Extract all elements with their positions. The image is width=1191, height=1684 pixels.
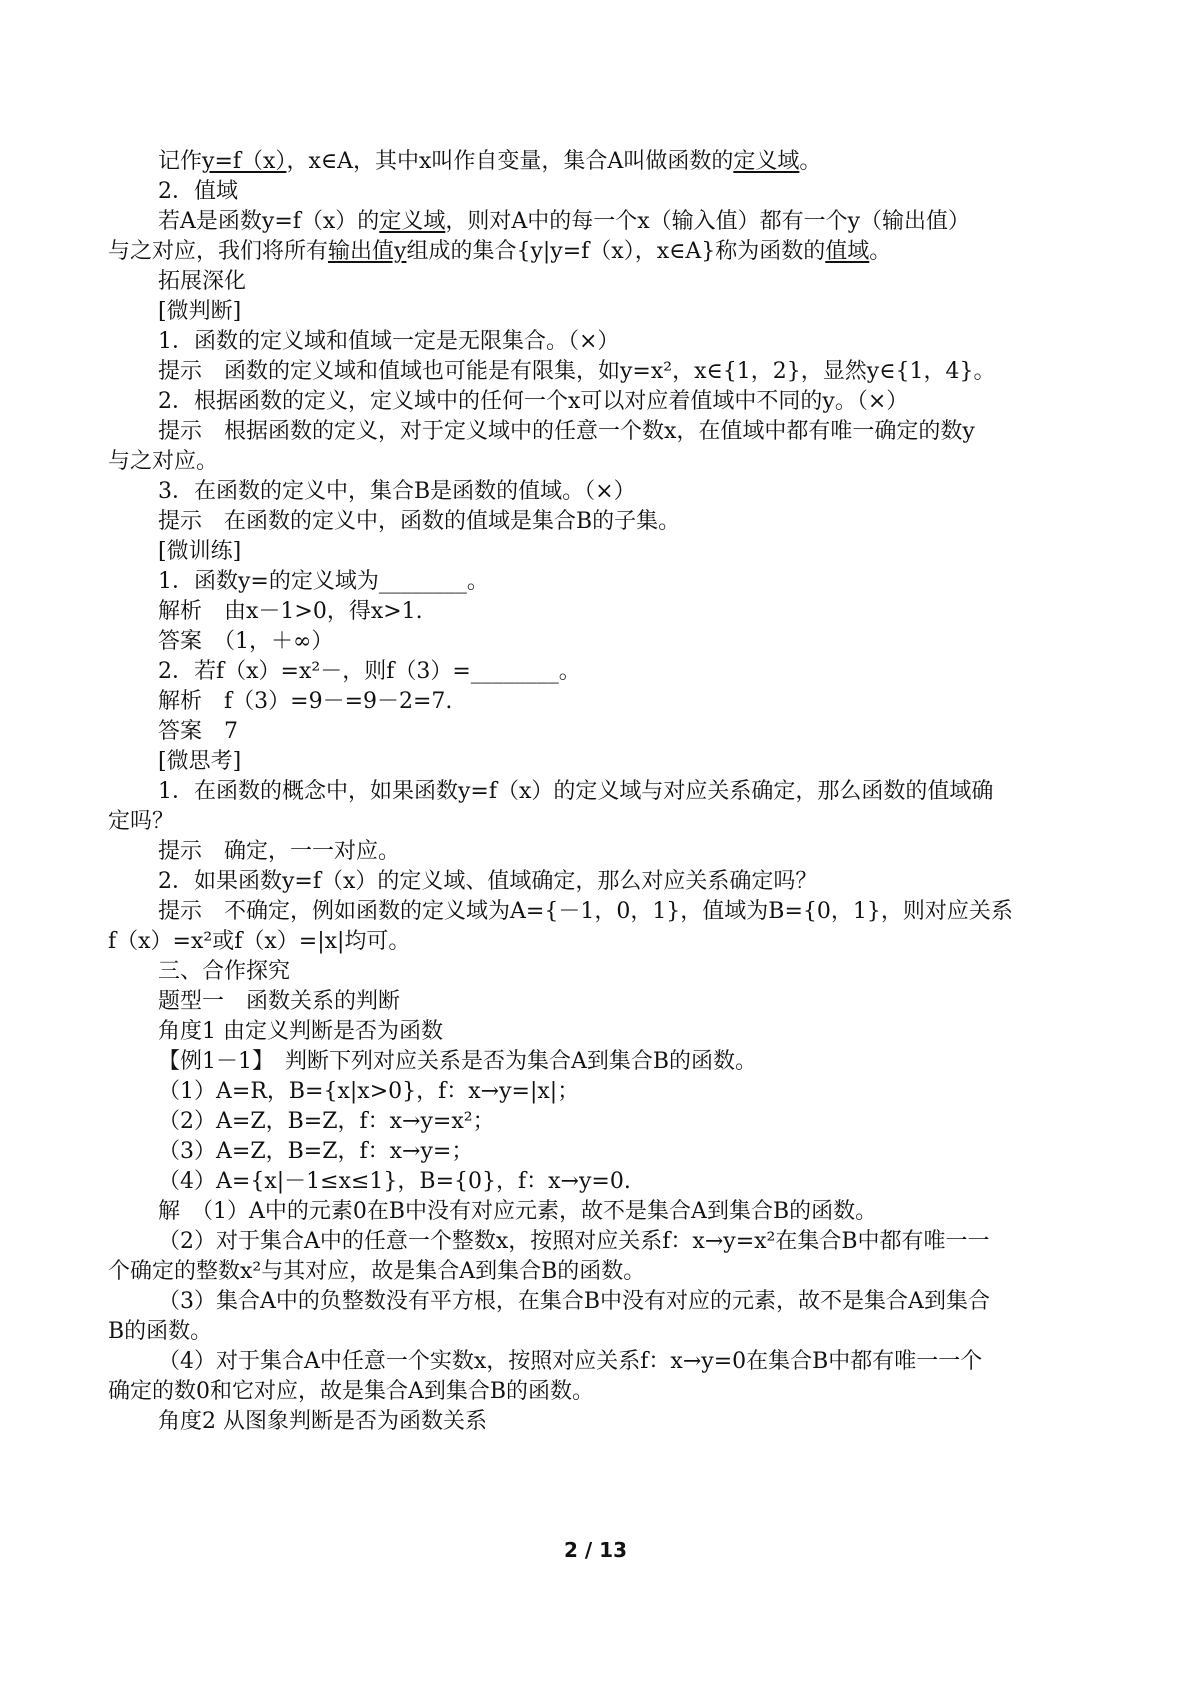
text-line: 2．根据函数的定义，定义域中的任何一个x可以对应着值域中不同的y。（×） — [158, 389, 909, 414]
section-heading: 角度2 从图象判断是否为函数关系 — [158, 1409, 487, 1434]
section-heading: 题型一 函数关系的判断 — [158, 989, 401, 1014]
text-line: 个确定的整数x²与其对应，故是集合A到集合B的函数。 — [108, 1259, 646, 1284]
text-line: 解 （1）A中的元素0在B中没有对应元素，故不是集合A到集合B的函数。 — [158, 1199, 878, 1224]
section-heading: 三、合作探究 — [158, 959, 291, 984]
text-line: 1．在函数的概念中，如果函数y=f（x）的定义域与对应关系确定，那么函数的值域确 — [158, 779, 994, 804]
text-line: 解析 由x－1>0，得x>1. — [158, 599, 423, 624]
text-line: 2．如果函数y=f（x）的定义域、值域确定，那么对应关系确定吗？ — [158, 869, 818, 894]
text-line — [108, 237, 891, 267]
text-line: （4）A={x|－1≤x≤1}，B={0}，f：x→y=0. — [158, 1169, 631, 1194]
text-line: 1．函数的定义域和值域一定是无限集合。（×） — [158, 329, 620, 354]
underlined-term: y=f（x） — [202, 149, 287, 174]
text-line: 提示 函数的定义域和值域也可能是有限集，如y=x²，x∈{1，2}，显然y∈{1，4}。 — [158, 359, 996, 384]
underlined-term: 输出值y — [328, 239, 407, 264]
text-line: 2．若f（x）=x²－，则f（3）=________。 — [158, 659, 581, 684]
text-line: 提示 确定，一一对应。 — [158, 839, 401, 864]
text-line: 答案 7 — [158, 719, 238, 744]
text-span: 与之对应，我们将所有 — [108, 239, 329, 264]
section-heading: 2．值域 — [158, 179, 238, 204]
text-span: 。 — [799, 149, 822, 174]
text-line — [158, 147, 821, 177]
underlined-term: 定义域 — [733, 149, 800, 174]
text-line: 提示 根据函数的定义，对于定义域中的任意一个数x，在值域中都有唯一确定的数y — [158, 419, 975, 444]
text-span: 组成的集合{y|y=f（x），x∈A}称为函数的 — [406, 239, 826, 264]
text-line: （3）A=Z，B=Z，f：x→y=； — [158, 1139, 474, 1164]
text-line: （2）对于集合A中的任意一个整数x，按照对应关系f：x→y=x²在集合B中都有唯一一 — [158, 1229, 990, 1254]
text-span: 记作 — [158, 149, 203, 174]
text-line: 与之对应。 — [108, 449, 219, 474]
text-line: 【例1－1】 判断下列对应关系是否为集合A到集合B的函数。 — [158, 1049, 758, 1074]
section-heading: [微训练] — [158, 539, 242, 564]
text-line: （3）集合A中的负整数没有平方根，在集合B中没有对应的元素，故不是集合A到集合 — [158, 1289, 990, 1314]
text-line: （4）对于集合A中任意一个实数x，按照对应关系f：x→y=0在集合B中都有唯一一个 — [158, 1349, 983, 1374]
text-line: （1）A=R，B={x|x>0}，f：x→y=|x|； — [158, 1079, 580, 1104]
text-span: 。 — [869, 239, 892, 264]
page-number: 2 / 13 — [564, 1538, 627, 1562]
text-line: 提示 在函数的定义中，函数的值域是集合B的子集。 — [158, 509, 681, 534]
text-line: B的函数。 — [108, 1319, 213, 1344]
section-heading: [微思考] — [158, 749, 242, 774]
text-span: 若A是函数y=f（x）的 — [158, 209, 380, 234]
section-heading: 角度1 由定义判断是否为函数 — [158, 1019, 443, 1044]
text-line: （2）A=Z，B=Z，f：x→y=x²； — [158, 1109, 495, 1134]
text-line: f（x）=x²或f（x）=|x|均可。 — [108, 929, 411, 954]
text-line: 定吗？ — [108, 809, 175, 834]
underlined-term: 定义域 — [379, 209, 446, 234]
text-span: ，则对A中的每一个x（输入值）都有一个y（输出值） — [445, 209, 971, 234]
section-heading: 拓展深化 — [158, 269, 247, 294]
text-line: 3．在函数的定义中，集合B是函数的值域。（×） — [158, 479, 636, 504]
section-heading: [微判断] — [158, 299, 242, 324]
text-line: 确定的数0和它对应，故是集合A到集合B的函数。 — [108, 1379, 595, 1404]
text-line: 1．函数y=的定义域为________。 — [158, 569, 489, 594]
text-line — [158, 207, 970, 237]
text-span: ，x∈A，其中x叫作自变量，集合A叫做函数的 — [286, 149, 734, 174]
text-line: 答案 （1，＋∞） — [158, 629, 334, 654]
text-line: 提示 不确定，例如函数的定义域为A={－1，0，1}，值域为B={0，1}，则对应关系 — [158, 899, 1013, 924]
text-line: 解析 f（3）=9－=9－2=7. — [158, 689, 453, 714]
underlined-term: 值域 — [825, 239, 870, 264]
